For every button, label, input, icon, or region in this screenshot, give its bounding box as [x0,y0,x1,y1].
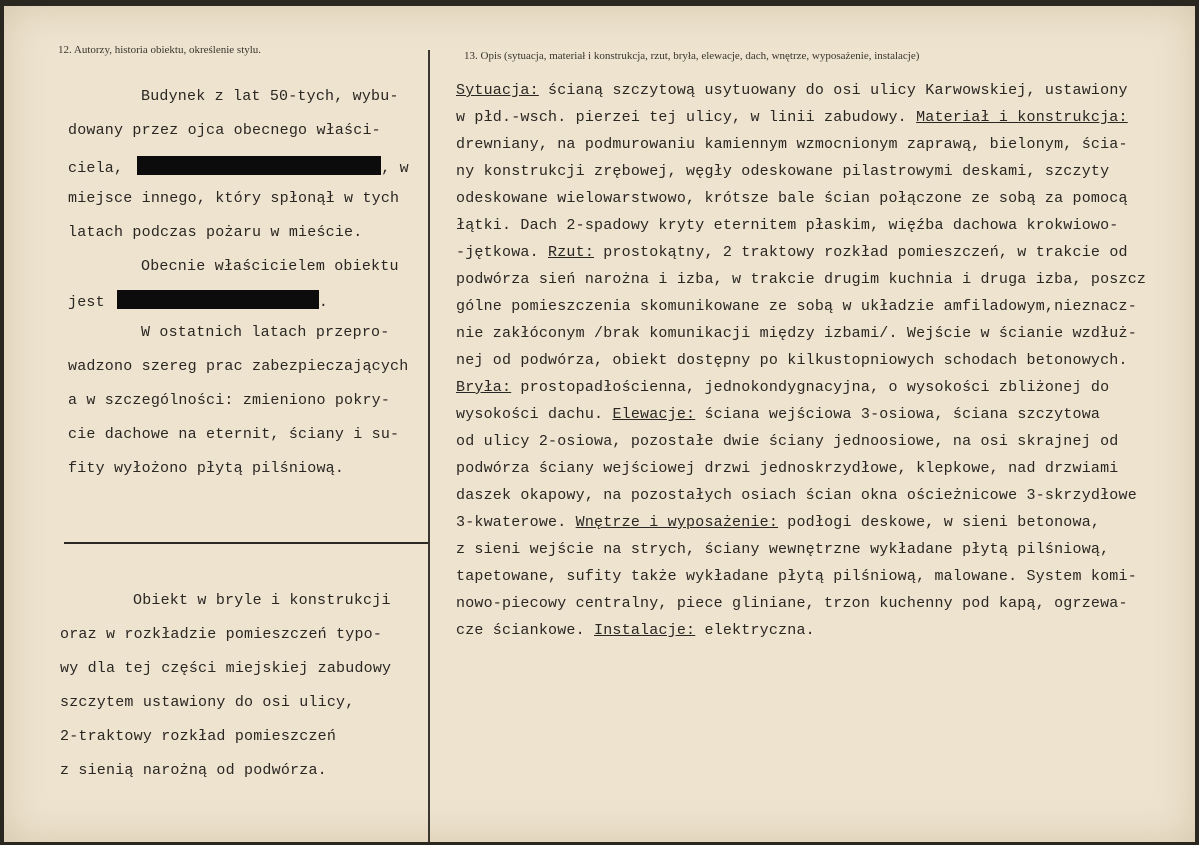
left-bottom-line-3: wy dla tej części miejskiej zabudowy [60,660,392,677]
left-top-line-5: latach podczas pożaru w mieście. [68,224,363,241]
left-top-line-10: a w szczególności: zmieniono pokry- [68,392,391,409]
right-line-7 [456,244,1128,262]
right-line-12-text: prostopadłościenna, jednokondygnacyjna, o wysokości zbliżonej do [511,379,1110,396]
left-top-line-1: Budynek z lat 50-tych, wybu- [141,88,399,105]
right-line-6: łątki. Dach 2-spadowy kryty eternitem płaskim, więźba dachowa krokwiowo- [456,217,1119,234]
section-label-elewacje: Elewacje: [612,406,696,423]
section-label-material: Materiał i konstrukcja: [916,109,1128,126]
section-label-sytuacja: Sytuacja: [456,82,539,99]
document-sheet [4,6,1195,842]
column-divider [428,50,430,842]
right-line-1 [456,82,1128,100]
right-line-16: daszek okapowy, na pozostałych osiach ścian okna ościeżnicowe 3-skrzydłowe [456,487,1137,504]
right-line-18: z sieni wejście na strych, ściany wewnętrzne wykładane płytą pilśniową, [456,541,1110,558]
right-line-4: ny konstrukcji zrębowej, węgły odeskowane pilastrowymi deskami, szczyty [456,163,1110,180]
right-line-21-rest: elektryczna. [695,622,815,639]
right-line-2-text: w płd.-wsch. pierzei tej ulicy, w linii zabudowy. [456,109,917,126]
right-line-3: drewniany, na podmurowaniu kamiennym wzmocnionym zaprawą, bielonym, ścia- [456,136,1128,153]
right-line-11: nej od podwórza, obiekt dostępny po kilkustopniowych schodach betonowych. [456,352,1128,369]
left-top-line-4: miejsce innego, który spłonął w tych [68,190,400,207]
right-line-1-text: ścianą szczytową usytuowany do osi ulicy Karwowskiej, ustawiony [538,82,1128,99]
left-top-line-7-end: . [318,294,329,311]
right-line-17 [456,514,1100,532]
right-line-19: tapetowane, sufity także wykładane płytą pilśniową, malowane. System komi- [456,568,1137,585]
left-bottom-line-4: szczytem ustawiony do osi ulicy, [60,694,355,711]
right-line-5: odeskowane wielowarstwowo, krótsze bale ścian połączone ze sobą za pomocą [456,190,1128,207]
section-label-wnetrze: Wnętrze i wyposażenie: [575,514,779,531]
right-line-8: podwórza sień narożna i izba, w trakcie drugim kuchnia i druga izba, poszcz [456,271,1147,288]
right-line-20: nowo-piecowy centralny, piece gliniane, trzon kuchenny pod kapą, ogrzewa- [456,595,1128,612]
right-line-17-text: 3-kwaterowe. [456,514,576,531]
right-line-12 [456,379,1109,397]
left-top-line-12: fity wyłożono płytą pilśniową. [68,460,345,477]
left-top-line-2: dowany przez ojca obecnego właści- [68,122,381,139]
left-top-line-7-start: jest [68,294,105,311]
left-top-line-8: W ostatnich latach przepro- [141,324,390,341]
right-line-7-text: -jętkowa. [456,244,549,261]
redaction-bar [117,290,319,309]
right-line-17-rest: podłogi deskowe, w sieni betonowa, [778,514,1101,531]
right-line-13-rest: ściana wejściowa 3-osiowa, ściana szczytowa [695,406,1101,423]
right-line-10: nie zakłóconym /brak komunikacji między izbami/. Wejście w ścianie wzdłuż- [456,325,1137,342]
right-line-14: od ulicy 2-osiowa, pozostałe dwie ściany jednoosiowe, na osi skrajnej od [456,433,1119,450]
section-divider [64,542,428,544]
left-bottom-line-5: 2-traktowy rozkład pomieszczeń [60,728,337,745]
left-top-line-3 [68,156,409,178]
right-line-15: podwórza ściany wejściowej drzwi jednoskrzydłowe, klepkowe, nad drzwiami [456,460,1119,477]
left-top-line-7 [68,290,328,312]
right-line-7-rest: prostokątny, 2 traktowy rozkład pomieszczeń, w trakcie od [594,244,1128,261]
left-top-line-3-end: , w [381,160,409,177]
redaction-bar [137,156,381,175]
right-line-13-text: wysokości dachu. [456,406,613,423]
left-top-line-9: wadzono szereg prac zabezpieczających [68,358,409,375]
left-top-line-3-start: ciela, [68,160,124,177]
right-line-9: gólne pomieszczenia skomunikowane ze sobą w układzie amfiladowym,nieznacz- [456,298,1137,315]
section-label-rzut: Rzut: [548,244,595,261]
left-bottom-line-2: oraz w rozkładzie pomieszczeń typo- [60,626,383,643]
left-top-line-11: cie dachowe na eternit, ściany i su- [68,426,400,443]
left-column-header: 12. Autorzy, historia obiektu, określenie stylu. [58,44,262,56]
section-label-bryla: Bryła: [456,379,512,396]
section-label-instalacje: Instalacje: [594,622,696,639]
right-column-header: 13. Opis (sytuacja, materiał i konstrukcja, rzut, bryła, elewacje, dach, wnętrze, wyposażenie, instalacje) [464,50,920,62]
left-bottom-line-1: Obiekt w bryle i konstrukcji [133,592,391,609]
right-line-21 [456,622,815,640]
right-line-21-text: cze ściankowe. [456,622,595,639]
left-top-line-6: Obecnie właścicielem obiektu [141,258,399,275]
left-bottom-line-6: z sienią narożną od podwórza. [60,762,327,779]
right-line-13 [456,406,1100,424]
right-line-2 [456,109,1128,127]
